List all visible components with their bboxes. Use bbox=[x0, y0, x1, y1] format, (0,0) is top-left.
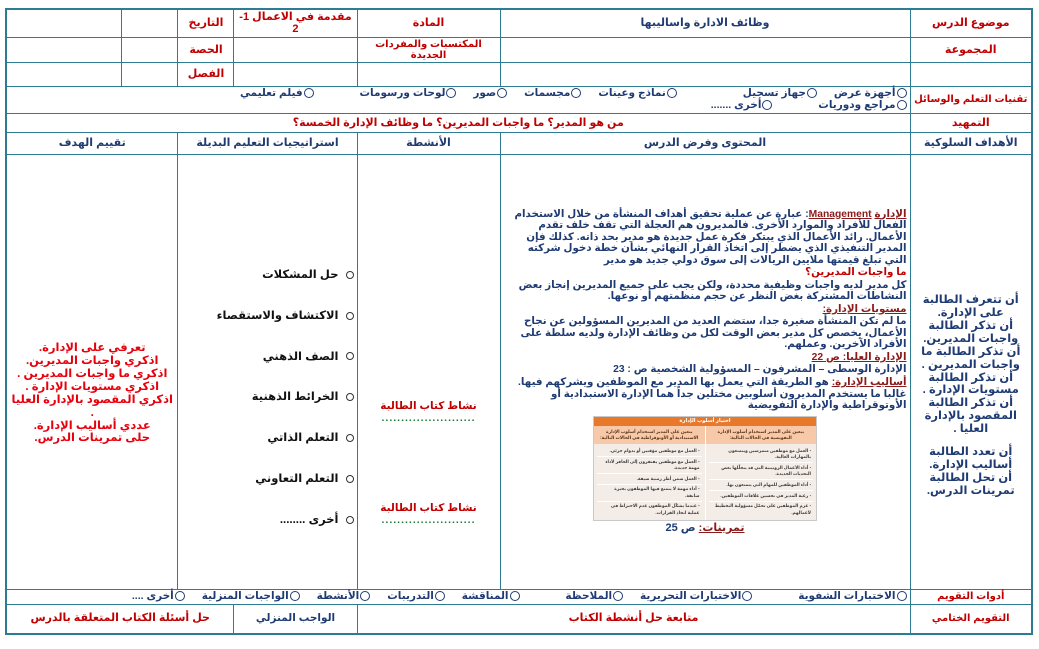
header-row-group bbox=[6, 37, 1032, 62]
media-option-charts-drawings[interactable]: لوحات ورسومات bbox=[359, 88, 456, 100]
strategies-cell bbox=[178, 154, 357, 589]
header-row-subject bbox=[6, 9, 1032, 37]
objective-item: أن تتعرف الطالبة على الإدارة. bbox=[922, 294, 1019, 320]
figure-list-item: ▪ رغبة المدير في تحسين علاقات الموظفين. bbox=[709, 491, 814, 502]
objective-item: أن تذكر الطالبة واجبات المديرين. bbox=[923, 320, 1019, 345]
column-header-objectives: الأهداف السلوكية bbox=[910, 132, 1032, 154]
column-header-row bbox=[6, 132, 1032, 154]
assessment-option-discussion[interactable]: المناقشة bbox=[462, 591, 520, 603]
evaluation-item: حلى تمرينات الدرس. bbox=[34, 432, 151, 445]
content-heading-top-management: الإدارة العليا: ص 22 bbox=[811, 351, 907, 363]
media-option-other[interactable]: أخرى ....... bbox=[711, 100, 773, 112]
content-cell bbox=[500, 154, 910, 589]
label-media: تقنيات التعلم والوسائل bbox=[910, 87, 1032, 114]
objective-item: أن تذكر الطالبة مستويات الإدارة . bbox=[922, 371, 1019, 397]
activities-cell bbox=[357, 154, 500, 589]
strategy-item-mind-maps[interactable]: الخرائط الذهنية bbox=[181, 391, 353, 404]
assessment-options-line bbox=[10, 591, 907, 603]
final-evaluation-homework[interactable]: الواجب المنزلي bbox=[234, 604, 357, 634]
checkbox-icon[interactable] bbox=[435, 591, 445, 601]
value-class-a[interactable] bbox=[500, 63, 910, 87]
strategy-item-other[interactable]: أخرى ........ bbox=[181, 514, 353, 527]
figure-list-item: ▪ العمل مع موظفين متمرسين ويتمتعون بالمهارات العالية. bbox=[709, 446, 814, 463]
assessment-tools-options bbox=[6, 589, 910, 604]
header-blank-2[interactable] bbox=[6, 37, 122, 62]
figure-column-autocratic bbox=[594, 444, 705, 519]
label-assessment-tools: أدوات التقويم bbox=[910, 589, 1032, 604]
objectives-cell bbox=[910, 154, 1032, 589]
evaluation-item: عددي أساليب الإدارة. bbox=[33, 419, 151, 432]
content-exercises-value: ص 25 bbox=[665, 521, 696, 534]
figure-list-item: ▪ العمل مع موظفين يفتقرون إلى الحافز لأداء مهمة جديدة. bbox=[597, 457, 702, 474]
content-question-duties: ما واجبات المديرين؟ bbox=[805, 267, 907, 279]
label-date: التاريخ bbox=[178, 9, 234, 37]
evaluation-item: اذكري مستويات الإدارة . bbox=[25, 380, 160, 393]
value-group[interactable] bbox=[500, 37, 910, 62]
assessment-option-exercises[interactable]: التدريبات bbox=[387, 591, 445, 603]
radio-icon[interactable] bbox=[346, 271, 354, 279]
figure-list-item: ▪ عندما يشكّل الموظفون عدم الاحتراط في عملية اتخاذ القرارات. bbox=[597, 502, 702, 518]
figure-subheader-row bbox=[594, 426, 816, 444]
figure-title: اختيار أسلوب الإدارة bbox=[594, 417, 816, 427]
checkbox-icon[interactable] bbox=[762, 100, 772, 110]
evaluation-item: اذكري المقصود بالإدارة العليا . bbox=[11, 393, 173, 419]
checkbox-icon[interactable] bbox=[304, 88, 314, 98]
content-styles-line bbox=[504, 377, 907, 412]
checkbox-icon[interactable] bbox=[897, 100, 907, 110]
activity-dots: ........................ bbox=[381, 514, 476, 527]
media-options bbox=[6, 87, 910, 114]
media-option-mockups[interactable]: مجسمات bbox=[524, 88, 581, 100]
radio-icon[interactable] bbox=[346, 434, 354, 442]
activities-spacer bbox=[361, 426, 497, 503]
content-paragraph-levels: ما لم تكن المنشأة صغيرة جدا، ستضم العديد من المديرين المسؤولين عن نجاح الأعمال، يخصص كل مدير بعض الوقت لكل من وظائف الإدارة ولديه سلطة على الأفراد الآخرين. وعملهم. bbox=[520, 316, 907, 351]
media-option-projector[interactable]: أجهزة عرض bbox=[834, 88, 907, 100]
media-option-educational-film[interactable]: فيلم تعليمي bbox=[240, 88, 314, 100]
checkbox-icon[interactable] bbox=[897, 88, 907, 98]
label-period: الحصة bbox=[178, 37, 234, 62]
figure-list-item: ▪ العمل مع موظفين مؤقتين أو بدوام جزئي. bbox=[597, 446, 702, 457]
content-definition bbox=[504, 209, 907, 267]
checkbox-icon[interactable] bbox=[571, 88, 581, 98]
assessment-option-homework[interactable]: الواجبات المنزلية bbox=[202, 591, 300, 603]
assessment-option-written-tests[interactable]: الاختبارات التحريرية bbox=[640, 591, 752, 603]
figure-list-item: ▪ أداء مهمة لا يتمتع فيها الموظفون بخبرة سابقة. bbox=[597, 485, 702, 502]
strategy-item-cooperative-learning[interactable]: التعلم التعاوني bbox=[181, 473, 353, 486]
objective-item: أن تذكر الطالبة المقصود بالإدارة العليا . bbox=[924, 397, 1017, 435]
lesson-plan-table bbox=[5, 8, 1033, 635]
checkbox-icon[interactable] bbox=[510, 591, 520, 601]
media-option-pictures[interactable]: صور bbox=[473, 88, 507, 100]
activities-list bbox=[361, 215, 497, 527]
strategy-item-self-learning[interactable]: التعلم الذاتي bbox=[181, 432, 353, 445]
evaluation-item: تعرفي على الإدارة. bbox=[38, 342, 146, 355]
assessment-option-activities[interactable]: الأنشطة bbox=[317, 591, 371, 603]
evaluation-item: اذكري ما واجبات المديرين . bbox=[17, 368, 168, 381]
objective-item: أن تحل الطالبة تمرينات الدرس. bbox=[926, 471, 1015, 497]
content-heading-levels: مستويات الإدارة: bbox=[822, 303, 907, 315]
media-option-models-samples[interactable]: نماذج وعينات bbox=[598, 88, 677, 100]
objectives-spacer bbox=[914, 436, 1029, 446]
label-vocab-cont bbox=[910, 63, 1032, 87]
checkbox-icon[interactable] bbox=[807, 88, 817, 98]
radio-icon[interactable] bbox=[346, 475, 354, 483]
figure-body-rows bbox=[594, 444, 816, 519]
value-material[interactable]: مقدمة في الاعمال 1-2 bbox=[234, 9, 357, 37]
objectives-list bbox=[914, 246, 1029, 497]
value-date[interactable] bbox=[122, 9, 178, 37]
content-keyword-management-ar: الإدارة bbox=[874, 208, 907, 220]
media-options-line-1 bbox=[10, 88, 907, 100]
content-paragraph-duties: كل مدير لديه واجبات وظيفية محددة، ولكن يجب على جميع المديرين إنجاز بعض النشاطات المشتركة بغض النظر عن حجم منظمتهم أو نوعها. bbox=[518, 279, 907, 303]
label-subject: موضوع الدرس bbox=[910, 9, 1032, 37]
checkbox-icon[interactable] bbox=[667, 88, 677, 98]
column-header-activities: الأنشطة bbox=[357, 132, 500, 154]
checkbox-icon[interactable] bbox=[446, 88, 456, 98]
activity-item: نشاط كتاب الطالبة bbox=[380, 502, 477, 515]
header-blank-3[interactable] bbox=[6, 63, 122, 87]
media-row bbox=[6, 87, 1032, 114]
content-paragraph-middle-management: الإدارة الوسطى – المشرفون – المسؤولية الشخصية ص : 23 bbox=[613, 364, 907, 376]
value-class-b[interactable] bbox=[234, 63, 357, 87]
evaluation-cell bbox=[6, 154, 178, 589]
assessment-option-other[interactable]: أخرى .... bbox=[132, 591, 185, 603]
column-header-evaluation: تقييم الهدف bbox=[6, 132, 178, 154]
label-class: الفصل bbox=[178, 63, 234, 87]
column-header-strategies: استراتيجيات التعليم البديلة bbox=[178, 132, 357, 154]
checkbox-icon[interactable] bbox=[897, 591, 907, 601]
column-header-content: المحتوى وفرض الدرس bbox=[500, 132, 910, 154]
checkbox-icon[interactable] bbox=[360, 591, 370, 601]
figure-list-item: ▪ أداء الموظفين للمهام التي يتمتعون بها. bbox=[709, 480, 814, 491]
strategy-item-brainstorming[interactable]: الصف الذهني bbox=[181, 351, 353, 364]
content-paragraph-styles: هو الطريقة التي يعمل بها المدير مع الموظفين ويشركهم فيها. غالبا ما يستخدم المديرون أسلوبين مختلين جداً هما الإدارة الاستبدادية أو الأوتوقراطية والإدارة التفويضية bbox=[518, 377, 907, 412]
label-group: المجموعة bbox=[910, 37, 1032, 62]
header-blank-1[interactable] bbox=[6, 9, 122, 37]
strategy-item-discovery-inquiry[interactable]: الاكتشاف والاستقصاء bbox=[181, 310, 353, 323]
warmup-text[interactable]: من هو المدير؟ ما واجبات المديرين؟ ما وظائف الإدارة الخمسة؟ bbox=[6, 113, 910, 132]
content-keyword-management-en: Management bbox=[808, 208, 872, 220]
figure-column-header-delegative: يتعين على المدير استخدام أسلوب الإدارة التفويضية في الحالات التالية: bbox=[705, 426, 817, 444]
final-evaluation-row bbox=[6, 604, 1032, 634]
strategies-list bbox=[181, 217, 353, 527]
label-warmup: التمهيد bbox=[910, 113, 1032, 132]
warmup-row bbox=[6, 113, 1032, 132]
assessment-option-oral-tests[interactable]: الاختبارات الشفوية bbox=[798, 591, 906, 603]
evaluation-item: اذكري واجبات المديرين. bbox=[25, 355, 159, 368]
content-heading-styles: أساليب الإدارة: bbox=[831, 377, 907, 389]
value-period[interactable] bbox=[122, 37, 178, 62]
value-subject[interactable]: وظائف الادارة واساليبها bbox=[500, 9, 910, 37]
checkbox-icon[interactable] bbox=[290, 591, 300, 601]
value-vocab[interactable] bbox=[234, 37, 357, 62]
embedded-figure-management-style bbox=[593, 416, 817, 521]
checkbox-icon[interactable] bbox=[175, 591, 185, 601]
content-definition-text: : عبارة عن عملية تحقيق أهداف المنشأة من خلال الاستخدام الفعال للأفراد والموارد الأخرى. فالمديرون هم العجلة التي تقف خلف تقدم الأعمال. رائد الأعمال الذي يبتكر فكرة عمل جديدة هو مدير بحد ذاته. كذلك فإن المدير التنفيذي الذي يضطر إلى اتخاذ القرار النهائي بشأن خطة دخول شركته التي تبلغ قيمتها ملايين الريالات إلى سوق دولي جديد هو مدير bbox=[514, 208, 907, 266]
strategy-item-problem-solving[interactable]: حل المشكلات bbox=[181, 269, 353, 282]
evaluation-list bbox=[10, 298, 175, 445]
header-row-class bbox=[6, 63, 1032, 87]
radio-icon[interactable] bbox=[346, 352, 354, 360]
figure-column-header-autocratic: يتعين على المدير استخدام أسلوب الإدارة الاستبدادية أو الأوتوقراطية في الحالات التالية: bbox=[600, 429, 699, 441]
content-exercises-line bbox=[504, 522, 907, 534]
label-material: المادة bbox=[357, 9, 500, 37]
assessment-tools-row bbox=[6, 589, 1032, 604]
value-class[interactable] bbox=[122, 63, 178, 87]
activity-item: نشاط كتاب الطالبة bbox=[380, 399, 477, 412]
figure-list-item: ▪ عزم الموظفين على تحمّل مسؤولية التخطيط لأعمالهم. bbox=[709, 502, 814, 518]
figure-list-item: ▪ أداء الأعمال الروتينية التي قد يتخلّلها بعض التحديات الجديدة. bbox=[709, 463, 814, 480]
figure-list-item: ▪ العمل ضمن أطر زمنية ضيقة. bbox=[597, 474, 702, 485]
lesson-body-row bbox=[6, 154, 1032, 589]
checkbox-icon[interactable] bbox=[742, 591, 752, 601]
radio-icon[interactable] bbox=[346, 312, 354, 320]
media-option-recorder[interactable]: جهاز تسجيل bbox=[743, 88, 817, 100]
label-final-evaluation: التقويم الختامي bbox=[910, 604, 1032, 634]
checkbox-icon[interactable] bbox=[497, 88, 507, 98]
media-option-references[interactable]: مراجع ودوريات bbox=[818, 100, 906, 112]
final-evaluation-book-questions[interactable]: حل أسئلة الكتاب المتعلقة بالدرس bbox=[6, 604, 234, 634]
activity-dots: ........................ bbox=[381, 411, 476, 424]
objective-item: أن تعدد الطالبة أساليب الإدارة. bbox=[929, 445, 1013, 471]
media-options-line-2 bbox=[10, 100, 907, 112]
checkbox-icon[interactable] bbox=[613, 591, 623, 601]
assessment-option-observation[interactable]: الملاحظة bbox=[565, 591, 623, 603]
final-evaluation-followup[interactable]: متابعة حل أنشطة الكتاب bbox=[357, 604, 910, 634]
radio-icon[interactable] bbox=[346, 393, 354, 401]
radio-icon[interactable] bbox=[346, 516, 354, 524]
figure-column-delegative bbox=[705, 444, 817, 519]
objective-item: أن تذكر الطالبة ما واجبات المديرين . bbox=[921, 345, 1021, 371]
label-vocab: المكتسبات والمفردات الجديدة bbox=[357, 37, 500, 62]
content-exercises-label: تمرينات: bbox=[698, 521, 745, 534]
label-vocab-new bbox=[357, 63, 500, 87]
